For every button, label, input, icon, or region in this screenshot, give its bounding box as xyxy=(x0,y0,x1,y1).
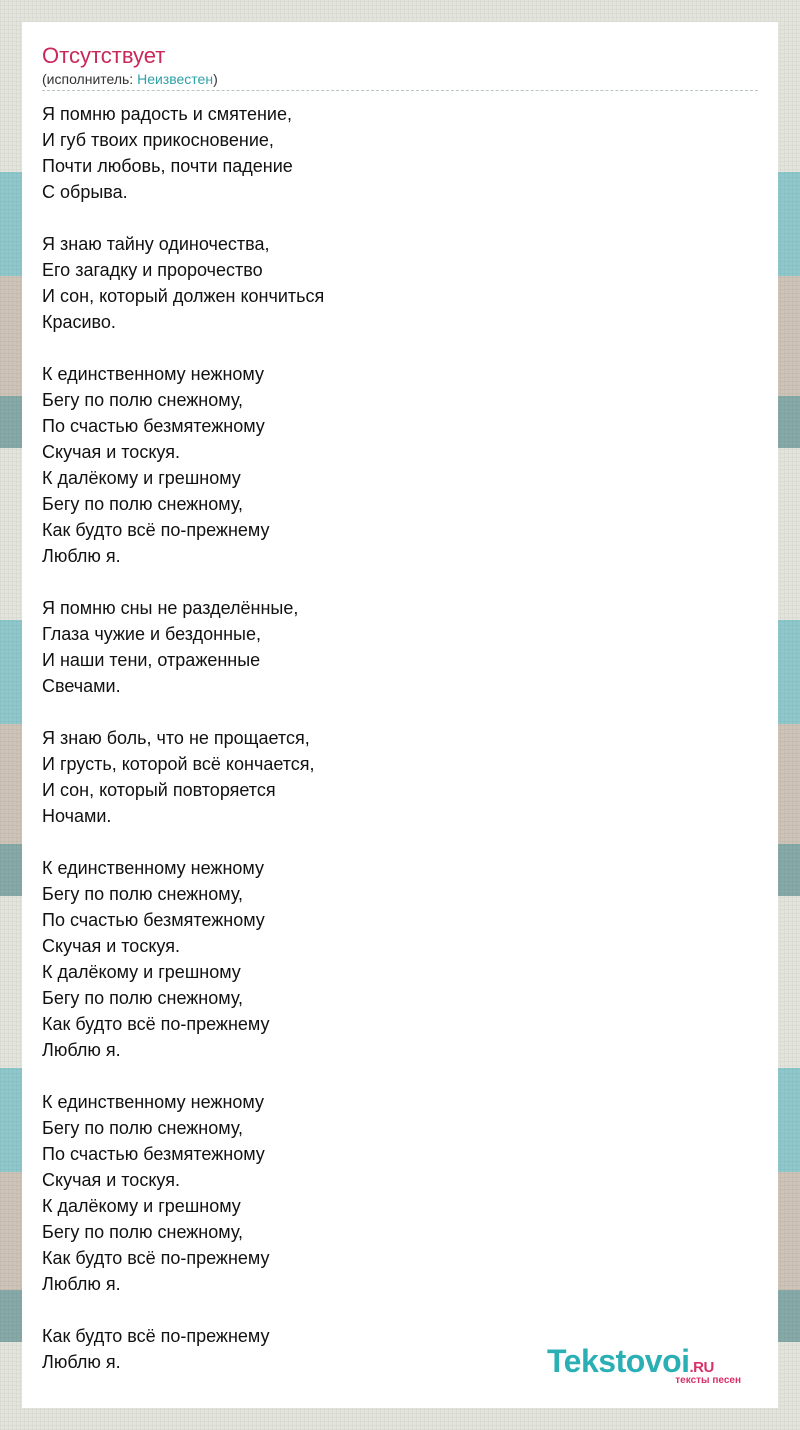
lyric-line: Бегу по полю снежному, xyxy=(42,390,244,410)
site-logo[interactable] xyxy=(547,1344,757,1388)
lyric-line: Почти любовь, почти падение xyxy=(42,156,293,176)
lyric-line: Как будто всё по-прежнему xyxy=(42,1014,270,1034)
lyric-line: Я помню сны не разделённые, xyxy=(42,598,299,618)
lyric-line: Люблю я. xyxy=(42,1352,121,1372)
lyric-line: К далёкому и грешному xyxy=(42,1196,241,1216)
stanza-gap xyxy=(42,1063,758,1089)
lyric-line: По счастью безмятежному xyxy=(42,416,265,436)
artist-prefix: (исполнитель: xyxy=(42,71,138,87)
lyric-line: К единственному нежному xyxy=(42,364,265,384)
lyric-line: Как будто всё по-прежнему xyxy=(42,1326,270,1346)
lyric-line: Я помню радость и смятение, xyxy=(42,104,292,124)
lyric-line: Глаза чужие и бездонные, xyxy=(42,624,261,644)
lyric-line: Скучая и тоскуя. xyxy=(42,442,180,462)
lyric-line: Бегу по полю снежному, xyxy=(42,1222,244,1242)
lyric-line: И сон, который повторяется xyxy=(42,780,276,800)
lyric-line: Люблю я. xyxy=(42,546,121,566)
lyric-line: И сон, который должен кончиться xyxy=(42,286,325,306)
lyric-line: И наши тени, отраженные xyxy=(42,650,261,670)
lyric-line: И грусть, которой всё кончается, xyxy=(42,754,315,774)
lyric-line: Бегу по полю снежному, xyxy=(42,988,244,1008)
song-title: Отсутствует xyxy=(42,43,166,68)
lyric-line: Красиво. xyxy=(42,312,116,332)
artist-link[interactable]: Неизвестен xyxy=(137,71,214,87)
lyric-line: По счастью безмятежному xyxy=(42,910,265,930)
logo-tld: .RU xyxy=(689,1359,714,1376)
lyric-line: Бегу по полю снежному, xyxy=(42,1118,244,1138)
logo-tagline: тексты песен xyxy=(675,1375,741,1386)
stanza-gap xyxy=(42,205,758,231)
lyric-line: К далёкому и грешному xyxy=(42,962,241,982)
lyric-line: К единственному нежному xyxy=(42,858,265,878)
stanza-gap xyxy=(42,1297,758,1323)
lyric-line: К единственному нежному xyxy=(42,1092,265,1112)
lyric-line: Скучая и тоскуя. xyxy=(42,936,180,956)
lyric-line: Ночами. xyxy=(42,806,112,826)
lyric-line: Как будто всё по-прежнему xyxy=(42,1248,270,1268)
lyric-line: Бегу по полю снежному, xyxy=(42,494,244,514)
artist-suffix: ) xyxy=(213,71,218,87)
artist-line xyxy=(42,70,758,91)
lyric-line: Люблю я. xyxy=(42,1040,121,1060)
stanza-gap xyxy=(42,569,758,595)
logo-name: Tekstovoi xyxy=(547,1343,690,1379)
lyric-line: Люблю я. xyxy=(42,1274,121,1294)
lyric-line: К далёкому и грешному xyxy=(42,468,241,488)
lyric-line: Как будто всё по-прежнему xyxy=(42,520,270,540)
lyric-line: Свечами. xyxy=(42,676,121,696)
lyric-line: С обрыва. xyxy=(42,182,128,202)
lyrics-body xyxy=(42,101,758,1375)
lyric-line: Скучая и тоскуя. xyxy=(42,1170,180,1190)
stanza-gap xyxy=(42,699,758,725)
lyric-line: И губ твоих прикосновение, xyxy=(42,130,274,150)
lyric-line: Бегу по полю снежному, xyxy=(42,884,244,904)
lyric-line: Я знаю тайну одиночества, xyxy=(42,234,270,254)
lyric-line: По счастью безмятежному xyxy=(42,1144,265,1164)
stanza-gap xyxy=(42,829,758,855)
stanza-gap xyxy=(42,335,758,361)
lyric-line: Его загадку и пророчество xyxy=(42,260,263,280)
lyric-line: Я знаю боль, что не прощается, xyxy=(42,728,310,748)
lyrics-card xyxy=(22,22,778,1408)
